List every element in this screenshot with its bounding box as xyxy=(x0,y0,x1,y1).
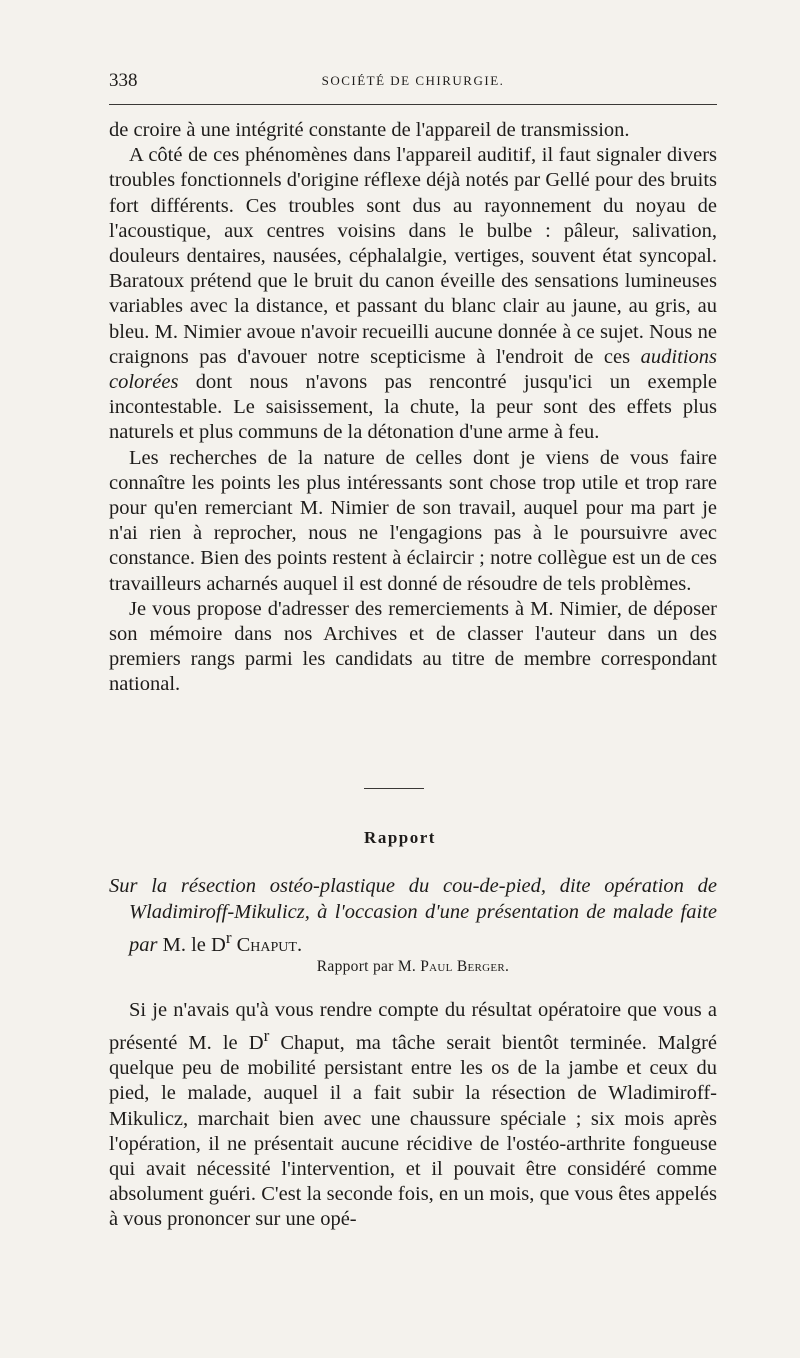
italic-auditions-colorees: auditions colorées xyxy=(109,345,717,394)
report-body xyxy=(109,998,717,1233)
subject-italic: Sur la résection ostéo-plastique du cou-de-pied, dite opération de Wladimiroff-Mikulicz, à l'occasion d'une présentation de malade faite par xyxy=(109,875,717,956)
body-text xyxy=(109,118,717,698)
paragraph-research: Les recherches de la nature de celles dont je viens de vous faire connaître les points les plus intéressants sont chose trop utile et trop rare pour qu'en remerciant M. Nimier de son travail, auquel pour ma part je n'ai rien à reprocher, nous ne l'engagions pas à le poursuivre avec constance. Bien des points restent à éclaircir ; notre collègue est un de ces travailleurs acharnés auquel il est donné de résoudre de tels problèmes. xyxy=(109,446,717,595)
section-title: Rapport xyxy=(364,828,436,847)
running-head: SOCIÉTÉ DE CHIRURGIE. xyxy=(321,73,505,88)
section-separator xyxy=(364,788,424,789)
report-author: Rapport par M. Paul Berger. xyxy=(316,958,510,975)
page-number: 338 xyxy=(109,70,138,91)
paragraph-auditory-phenomena: A côté de ces phénomènes dans l'appareil auditif, il faut signaler divers troubles fonctionnels d'origine réflexe déjà notés par Gellé pour des bruits fort différents. Ces troubles sont dus au rayonnement du noyau de l'acoustique, aux centres voisins dans le bulbe : pâleur, salivation, douleurs dentaires, nausées, céphalalgie, vertiges, souvent état syncopal. Baratoux prétend que le bruit du canon éveille des sensations lumineuses variables avec la distance, et passant du blanc clair au jaune, au gris, au bleu. M. Nimier avoue n'avoir recueilli aucune donnée à ce sujet. Nous ne craignons pas d'avouer notre scepticisme à l'endroit de ces auditions colorées dont nous n'avons pas rencontré jusqu'ici un exemple incontestable. Le saisissement, la chute, la peur sont des effets plus naturels et plus communs de la détonation d'une arme à feu. xyxy=(109,144,717,444)
paragraph-report: Si je n'avais qu'à vous rendre compte du résultat opératoire que vous a présenté M. le $D^r$ Chaput, ma tâche serait bientôt terminée. Malgré quelque peu de mobilité persistant entre les os de la jambe et ceux du pied, le malade, auquel il a fait subir la résection de Wladimiroff-Mikulicz, marchait bien avec une chaussure spéciale ; six mois après l'opération, il ne présentait aucune récidive de l'ostéo-arthrite fongueuse qui avait nécessité l'intervention, et il pouvait être considéré comme absolument guéri. C'est la seconde fois, en un mois, que vous êtes appelés à vous prononcer sur une opé- xyxy=(109,999,718,1231)
page-header xyxy=(109,70,717,100)
paragraph-proposal: Je vous propose d'adresser des remerciements à M. Nimier, de déposer son mémoire dans nos Archives et de classer l'auteur dans un des premiers rangs parmi les candidats au titre de membre correspondant national. xyxy=(109,597,717,696)
header-rule xyxy=(109,104,717,105)
paragraph-continuation: de croire à une intégrité constante de l'appareil de transmission. xyxy=(109,119,630,141)
subject-plain: M. le D xyxy=(157,933,226,956)
report-subject: Sur la résection ostéo-plastique du cou-de-pied, dite opération de Wladimiroff-Mikulicz, à l'occasion d'une présentation de malade faite par M. le $D^r$ Chaput. xyxy=(109,875,717,956)
subject-name: Chaput. xyxy=(231,933,303,956)
